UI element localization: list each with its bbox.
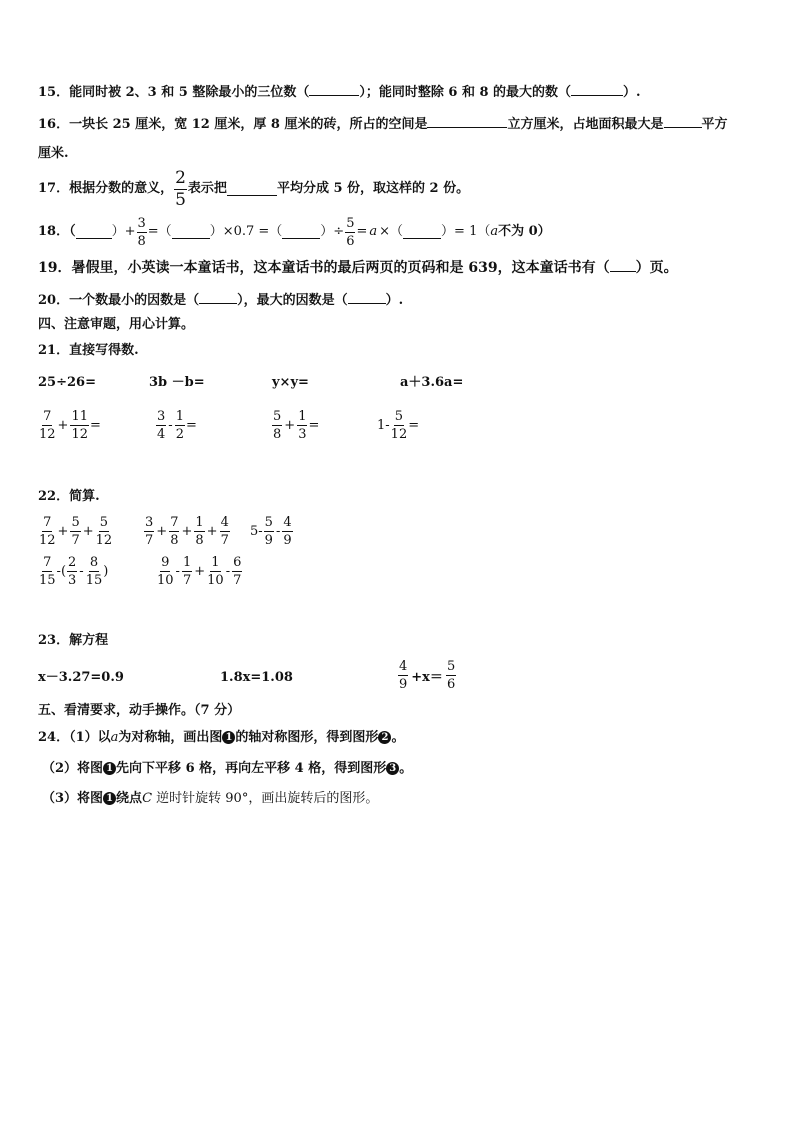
operator: + [181,524,193,539]
frac-den: 6 [446,677,456,692]
q22-title-text: 22．简算. [38,489,100,504]
question-20 [38,290,403,310]
q22-expr-4 [38,556,108,587]
frac-num: 7 [43,515,52,530]
frac-num: 1 [175,409,184,424]
frac-num: 4 [283,515,292,530]
operator: - [175,564,180,579]
equals: = [90,418,101,433]
q18-part-1: ）+ [111,224,136,239]
q24-text: 。 [399,761,413,776]
q18-blank-2[interactable] [172,225,210,239]
frac-num: 1 [195,515,204,530]
question-24-part-3 [42,790,378,808]
q18-part-4: ）÷ [320,224,345,239]
frac-den: 9 [264,533,273,548]
circled-number-icon: 1 [222,731,235,744]
frac-den: 12 [95,533,113,548]
frac-den: 7 [220,533,229,548]
prefix: 5- [250,524,263,539]
q24-var-c: C [142,791,153,806]
operator: -( [56,564,67,579]
operator: - [225,564,231,579]
question-16-cont [38,145,69,163]
q17-frac-den: 5 [175,189,186,210]
frac-num: 5 [264,515,273,530]
q18-part-7: ）= 1（ [441,224,491,239]
q23-equation-1 [38,669,124,687]
q18-lead: 18．（ [38,224,76,239]
q19-text-2: ）页。 [635,260,678,276]
operator: + [156,524,168,539]
q21-item-1 [38,374,96,392]
q15-answer-blank-1[interactable] [309,82,359,96]
section-4-title [38,316,194,334]
frac-den: 8 [170,533,179,548]
frac-num: 4 [399,659,408,674]
section-5-title [38,702,240,720]
q18-blank-1[interactable] [76,225,112,239]
q24-text: 的轴对称图形，得到图形 [235,730,379,745]
operator: + [194,564,206,579]
frac-num: 1 [211,555,220,570]
frac-den: 9 [283,533,292,548]
q21-r1-expr: y×y= [272,375,309,390]
question-24-part-1 [38,729,404,747]
question-23-title [38,632,108,650]
frac-num: 5 [394,409,404,424]
frac-den: 12 [390,427,408,442]
q21-item-5 [38,410,101,441]
frac-den: 15 [85,573,103,588]
frac-num: 11 [71,409,88,424]
q18-var-a-2: a [490,224,499,239]
q24-text: （3）将图 [42,791,104,806]
q18-blank-4[interactable] [403,225,441,239]
frac-den: 3 [68,573,77,588]
q24-text: 绕点 [116,791,143,806]
q18-part-8: 不为 0） [498,224,551,239]
q16-text-4: 厘米. [38,146,69,161]
q18-part-2: =（ [147,224,172,239]
q17-text-3: 平均分成 5 份，取这样的 2 份。 [276,181,470,196]
q20-answer-blank-2[interactable] [348,290,386,304]
circled-number-icon: 2 [378,731,391,744]
operator: - [275,524,281,539]
q19-answer-blank[interactable] [610,258,636,272]
frac-num: 3 [157,409,166,424]
q21-item-8 [377,410,419,441]
q18-f2-den: 6 [346,233,355,249]
operator: + [284,418,296,433]
frac-den: 12 [39,427,56,442]
q17-fraction [174,167,187,210]
equals: = [308,418,320,433]
operator: + [57,418,69,433]
equation-middle: +x＝ [411,670,443,685]
frac-den: 10 [157,573,174,588]
q21-r1-expr: a＋3.6a= [400,375,464,390]
frac-den: 2 [175,427,184,442]
frac-num: 4 [220,515,229,530]
q24-text: 24．（1）以 [38,730,111,745]
q20-text-3: ）. [385,293,404,308]
paren-close: ) [103,564,109,579]
q20-text-1: 20．一个数最小的因数是（ [38,293,200,308]
q23-equation-2 [220,669,293,687]
frac-den: 8 [273,427,282,442]
frac-num: 6 [233,555,242,570]
q17-answer-blank[interactable] [227,182,277,196]
question-24-part-2 [42,760,412,778]
question-19 [38,258,678,277]
q18-f2-num: 5 [346,215,355,231]
q17-text-1: 17．根据分数的意义， [38,181,174,196]
q18-var-a: a [369,224,378,239]
q23-equation-3 [397,660,457,691]
q21-title-text: 21．直接写得数. [38,343,139,358]
q24-text: （2）将图 [42,761,104,776]
frac-den: 7 [233,573,242,588]
section-4-title-text: 四、注意审题，用心计算。 [38,317,195,332]
q21-r1-expr: 3b －b= [149,375,205,390]
q19-text-1: 19．暑假里，小英读一本童话书，这本童话书的最后两页的页码和是 639，这本童话书有（ [38,260,610,276]
q24-text: 。 [391,730,405,745]
frac-num: 8 [89,555,99,570]
q24-text: 逆时针旋转 90°，画出旋转后的图形。 [152,791,379,806]
q24-text: 先向下平移 6 格，再向左平移 4 格，得到图形 [116,761,387,776]
operator: + [206,524,218,539]
q16-text-1: 16．一块长 25 厘米，宽 12 厘米，厚 8 厘米的砖，所占的空间是 [38,117,428,132]
operator: + [82,524,94,539]
frac-den: 7 [145,533,154,548]
q15-text-1: 15．能同时被 2、3 和 5 整除最小的三位数（ [38,85,310,100]
q17-frac-num: 2 [175,167,186,188]
frac-num: 5 [99,515,109,530]
q21-r1-expr: 25÷26= [38,375,96,390]
q18-fraction-2 [345,217,355,248]
frac-num: 5 [273,409,282,424]
frac-num: 5 [446,659,456,674]
q16-text-2: 立方厘米，占地面积最大是 [507,117,664,132]
q18-f1-num: 3 [137,215,146,231]
frac-num: 7 [43,409,52,424]
q15-answer-blank-2[interactable] [571,82,623,96]
q23-title-text: 23．解方程 [38,633,109,648]
q18-blank-3[interactable] [282,225,320,239]
q21-item-7 [271,410,319,441]
q18-part-3: ）×0.7 =（ [209,224,283,239]
q18-part-5: = [356,224,368,239]
frac-num: 7 [170,515,179,530]
q16-answer-blank-1[interactable] [427,114,507,128]
operator: + [57,524,69,539]
frac-den: 10 [207,573,224,588]
question-18 [38,214,551,250]
q18-part-6: ×（ [379,224,404,239]
q16-text-3: 平方 [701,117,728,132]
frac-den: 12 [71,427,88,442]
q22-expr-5 [156,556,243,587]
question-15 [38,82,641,102]
frac-den: 4 [157,427,166,442]
question-22-title [38,488,100,506]
q24-var-a: a [110,730,119,745]
q21-item-2 [149,374,205,392]
question-21-title [38,342,139,360]
q21-item-6 [155,410,197,441]
frac-num: 1 [182,555,192,570]
frac-den: 7 [71,533,80,548]
question-16 [38,114,728,134]
frac-den: 12 [39,533,56,548]
q15-text-2: ）；能同时整除 6 和 8 的最大的数（ [359,85,572,100]
frac-den: 7 [182,573,192,588]
q15-text-3: ）. [623,85,641,100]
section-5-title-text: 五、看清要求，动手操作。（7 分） [38,703,241,718]
frac-num: 3 [145,515,154,530]
prefix: 1- [377,418,390,433]
frac-num: 9 [161,555,170,570]
q22-expr-3 [250,516,294,547]
frac-den: 9 [399,677,408,692]
frac-den: 8 [195,533,204,548]
equation-text: 1.8x=1.08 [220,670,293,685]
circled-number-icon: 1 [103,792,116,805]
equation-text: x－3.27=0.9 [38,670,124,685]
circled-number-icon: 3 [386,762,399,775]
question-17 [38,167,470,210]
circled-number-icon: 1 [103,762,116,775]
frac-num: 7 [43,555,52,570]
frac-num: 5 [71,515,80,530]
q22-expr-2 [143,516,231,547]
q18-fraction-1 [137,217,147,248]
frac-den: 15 [39,573,56,588]
q16-answer-blank-2[interactable] [664,114,702,128]
q21-item-4 [400,374,463,392]
equals: = [185,418,197,433]
q20-answer-blank-1[interactable] [199,290,237,304]
q17-text-2: 表示把 [187,181,227,196]
frac-num: 2 [68,555,77,570]
frac-num: 1 [298,409,307,424]
q24-text: 为对称轴，画出图 [118,730,223,745]
equals: = [408,418,420,433]
frac-den: 3 [298,427,307,442]
q21-item-3 [272,374,309,392]
operator: - [168,418,173,433]
operator: - [79,564,84,579]
q22-expr-1 [38,516,113,547]
q18-f1-den: 8 [137,233,146,249]
q20-text-2: ），最大的因数是（ [237,293,348,308]
